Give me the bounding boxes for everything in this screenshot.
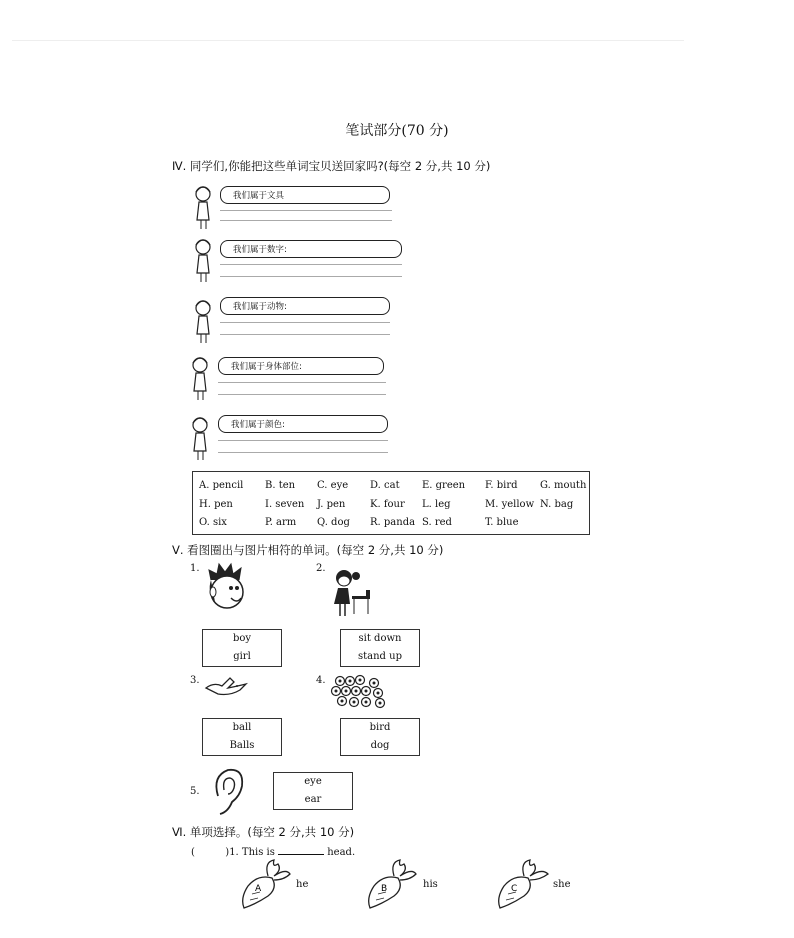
item-number: 4. [316,675,326,686]
answer-line [218,452,388,453]
word-option: H. pen [199,499,233,510]
word-option: M. yellow [485,499,535,510]
option-box [202,629,282,667]
answer-line [220,276,402,277]
radish-icon [494,858,552,912]
option-box [273,772,353,810]
option-box [340,718,420,756]
word-option: S. red [422,517,452,528]
category-bubble: 我们属于动物: [220,297,390,315]
fill-blank[interactable] [278,844,324,855]
option-word[interactable]: Balls [229,740,255,751]
option-word[interactable]: boy [232,633,252,644]
category-bubble: 我们属于颜色: [218,415,388,433]
answer-line [218,440,388,441]
girl-figure-icon [193,235,215,285]
page-title: 笔试部分(70 分) [345,123,449,139]
word-bank [192,471,590,535]
girl-figure-icon [193,296,215,346]
option-word[interactable]: eye [304,776,322,787]
category-bubble: 我们属于数字: [220,240,402,258]
option-word[interactable]: girl [233,651,251,662]
girl-at-desk-icon [328,566,376,620]
word-option: G. mouth [540,480,587,491]
word-option: P. arm [265,517,297,528]
option-word[interactable]: dog [370,740,390,751]
answer-line [218,382,386,383]
word-option: B. ten [265,480,296,491]
option-box [340,629,420,667]
page-top-rule [12,40,684,41]
word-option: K. four [370,499,405,510]
answer-line [220,264,402,265]
option-word[interactable]: ear [304,794,322,805]
radish-icon [364,858,420,912]
word-option: I. seven [265,499,305,510]
word-option: A. pencil [199,480,244,491]
ear-icon [208,766,248,818]
answer-paren-open: ( [191,847,195,858]
word-option: L. leg [422,499,451,510]
many-balls-icon [330,673,394,709]
question-1 [191,844,355,858]
item-number: 5. [190,786,200,797]
word-option: F. bird [485,480,518,491]
item-number: 1. [190,563,200,574]
choice-letter: A [255,884,262,894]
option-box [202,718,282,756]
word-option: E. green [422,480,466,491]
answer-line [220,210,392,211]
answer-paren-close: ) [225,847,230,858]
choice-letter: C [511,884,518,894]
girl-figure-icon [190,413,212,463]
word-option: R. panda [370,517,416,528]
word-option: D. cat [370,480,400,491]
question-suffix: head. [327,847,356,858]
item-number: 2. [316,563,326,574]
word-option: N. bag [540,499,574,510]
answer-line [220,220,392,221]
choice-word: she [553,879,571,890]
word-option: O. six [199,517,227,528]
flying-bird-icon [204,674,248,700]
section-5-heading: Ⅴ. 看图圈出与图片相符的单词。(每空 2 分,共 10 分) [172,543,444,557]
answer-line [220,334,390,335]
word-option: J. pen [317,499,346,510]
girl-figure-icon [193,182,215,232]
option-word[interactable]: bird [369,722,391,733]
item-number: 3. [190,675,200,686]
answer-line [220,322,390,323]
cartoon-face-icon [203,562,249,612]
section-4-heading: Ⅳ. 同学们,你能把这些单词宝贝送回家吗?(每空 2 分,共 10 分) [172,159,491,173]
category-bubble: 我们属于身体部位: [218,357,384,375]
choice-word: his [423,879,438,890]
question-prefix: 1. This is [229,847,275,858]
category-bubble: 我们属于文具 [220,186,390,204]
choice-word: he [296,879,309,890]
word-option: T. blue [485,517,519,528]
section-6-heading: Ⅵ. 单项选择。(每空 2 分,共 10 分) [172,825,355,839]
option-word[interactable]: stand up [358,651,402,662]
word-option: Q. dog [317,517,350,528]
answer-line [218,394,386,395]
choice-letter: B [381,884,388,894]
girl-figure-icon [190,353,212,403]
word-option: C. eye [317,480,349,491]
option-word[interactable]: sit down [358,633,402,644]
radish-icon [238,858,294,912]
option-word[interactable]: ball [232,722,252,733]
